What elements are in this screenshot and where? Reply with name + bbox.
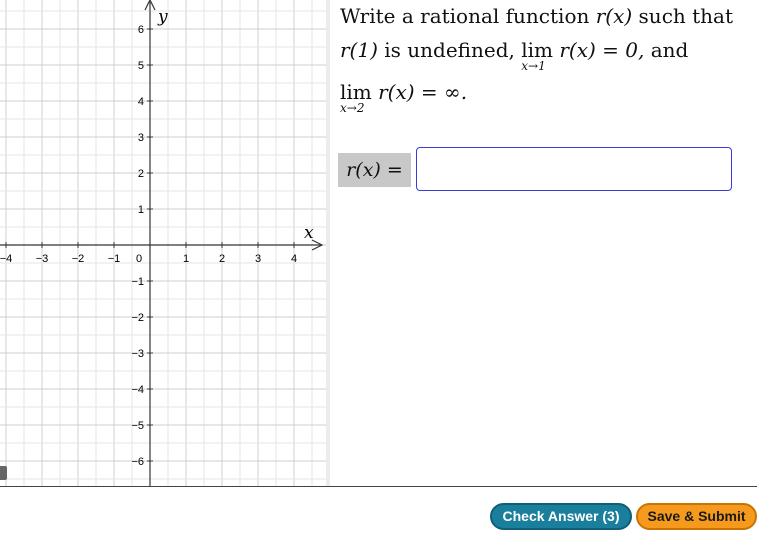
answer-label: r(x) = [338,153,411,187]
y-axis-label: y [158,7,168,27]
y-tick-label: −1 [131,276,144,288]
y-tick-label: 1 [137,204,144,216]
x-tick-label: 4 [290,253,298,265]
question-text-part: Write a rational function [340,4,596,28]
x-tick-label: 0 [135,253,143,265]
question-line-3 [340,80,468,115]
x-tick-label: −1 [107,253,121,265]
y-tick-label: 5 [137,60,144,72]
answer-input[interactable] [416,147,732,191]
math-expression: r(x) = ∞. [371,80,468,104]
question-line-2 [340,38,689,73]
y-tick-label: −2 [131,312,144,324]
y-tick-label: 4 [137,96,144,108]
bottom-divider [0,486,757,487]
y-tick-label: 2 [137,168,144,180]
limit-symbol: lim [340,80,372,104]
coordinate-graph[interactable] [0,0,328,486]
limit-subscript: x→2 [340,101,365,115]
limit-subscript: x→1 [521,59,546,73]
question-text-part: and [644,38,689,62]
y-tick-label: 6 [137,24,144,36]
graph-menu-icon[interactable] [0,466,7,480]
x-tick-label: 3 [254,253,262,265]
check-answer-button[interactable]: Check Answer (3) [490,503,632,530]
math-function: r(x) [595,4,633,28]
y-tick-label: −5 [131,420,144,432]
x-tick-label: −2 [71,253,85,265]
graph-canvas[interactable] [0,0,328,486]
x-tick-label: −3 [35,253,49,265]
y-tick-label: −3 [131,348,144,360]
limit-symbol: lim [521,38,554,62]
x-axis-label: x [304,223,314,243]
x-tick-label: 2 [218,253,226,265]
question-text-part: such that [632,4,734,28]
limit-operator [340,80,372,115]
y-tick-label: −6 [131,456,144,468]
x-tick-label: 1 [182,253,190,265]
math-expression: r(1) [340,38,378,62]
math-expression: r(x) = 0, [553,38,645,62]
save-submit-button[interactable]: Save & Submit [636,503,757,530]
panel-divider [326,0,330,486]
y-tick-label: −4 [131,384,144,396]
limit-operator [521,38,554,73]
question-line-1 [340,4,733,28]
x-tick-label: −4 [0,253,13,265]
question-text-part: is undefined, [377,38,522,62]
y-tick-label: 3 [137,132,144,144]
